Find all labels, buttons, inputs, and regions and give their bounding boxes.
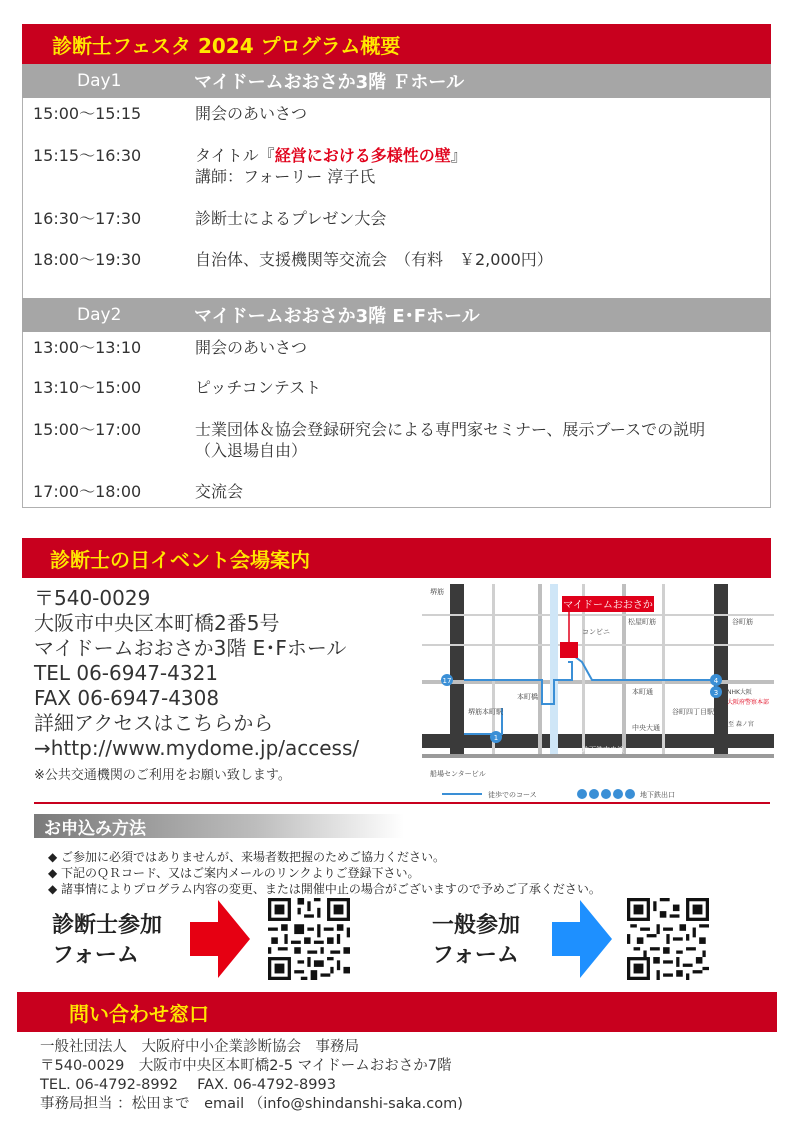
program-title: 診断士フェスタ 2024 プログラム概要 [22,24,771,64]
title-prefix: タイトル『 [195,146,275,165]
map-label-semba: 船場センタービル [430,770,486,778]
general-form-label [432,910,520,970]
form2-line1: 一般参加 [432,912,521,938]
schedule-desc-title [195,145,760,166]
contact-phone: TEL. 06-4792-8992 FAX. 06-4792-8993 [40,1077,336,1093]
map-label-station: 堺筋本町駅 [468,708,503,716]
map-exit-1: 1 [493,734,499,742]
day1-header [22,64,771,98]
apply-bullet: ◆ ご参加に必須ではありませんが、来場者数把握のためご協力ください。 [48,850,446,864]
schedule-lecturer: 講師：フォーリー 淳子氏 [195,167,376,186]
schedule-time: 18:00～19:30 [33,250,142,269]
map-exit-4: 4 [713,677,719,685]
map-label-matsuyamachi: 松屋町筋 [628,618,656,626]
contact-org: 一般社団法人 大阪府中小企業診断協会 事務局 [40,1039,359,1055]
venue-title: 診断士の日イベント会場案内 [22,538,771,578]
access-link[interactable]: →http://www.mydome.jp/access/ [34,736,360,760]
apply-bullet: ◆ 諸事情によりプログラム内容の変更、または開催中止の場合がございますので予めご了承ください。 [48,882,601,896]
title-suffix: 』 [450,146,467,165]
map-label-subway: 地下鉄中央線 [582,746,624,754]
divider [34,802,770,804]
map-label-police: 大阪府警察本部 [727,699,770,706]
fax: FAX 06-6947-4308 [34,686,220,710]
day2-header [22,298,771,332]
general-form-qr-code[interactable] [627,898,709,980]
schedule-time: 15:00～17:00 [33,420,142,439]
apply-bullet: ◆ 下記のＱＲコード、又はご案内メールのリンクよりご登録下さい。 [48,866,420,880]
contact-email[interactable]: 事務局担当 ：松田まで email （info@shindanshi-saka.com) [40,1096,463,1112]
map-venue-label: マイドームおおさか [563,600,653,611]
access-label: 詳細アクセスはこちらから [34,711,274,735]
schedule-desc: 開会のあいさつ [195,338,308,357]
contact-address: 〒540-0029 大阪市中央区本町橋2-5 マイドームおおさか7階 [40,1058,452,1074]
day2-venue: マイドームおおさか3階 E･Fホール [194,306,480,327]
schedule-desc: 士業団体＆協会登録研究会による専門家セミナー、展示ブースでの説明 [195,420,706,439]
schedule-time: 13:10～15:00 [33,378,142,397]
map-label-tanimachi4: 谷町四丁目駅 [672,708,714,716]
form2-line2: フォーム [432,942,519,968]
map-label-hommachibashi: 本町橋 [517,693,538,701]
map-label-convenience: コンビニ [582,628,610,636]
shindanshi-form-qr-code[interactable] [268,898,350,980]
map-road-minor [538,584,542,754]
schedule-desc: 開会のあいさつ [195,104,308,123]
schedule-desc: 自治体、支援機関等交流会 （有料 ￥2,000円） [195,250,553,269]
transport-note: ※公共交通機関のご利用をお願い致します。 [34,768,291,783]
map-exit-17: 17 [442,677,452,685]
map-walk-route-east [574,656,714,680]
day2-label: Day2 [77,305,122,325]
map-river [550,584,558,754]
map-label-tanimachi: 谷町筋 [732,618,753,626]
address-line: 大阪市中央区本町橋2番5号 [34,611,280,635]
shindanshi-form-label [52,910,162,970]
day1-venue: マイドームおおさか3階 Ｆホール [194,72,465,93]
tel: TEL 06-6947-4321 [34,661,219,685]
schedule-time: 15:15～16:30 [33,146,142,165]
form1-line2: フォーム [52,942,139,968]
apply-title: お申込み方法 [34,814,404,838]
red-arrow-icon [190,900,250,978]
schedule-desc: 診断士によるプレゼン大会 [195,209,387,228]
postal-code: 〒540-0029 [34,586,151,610]
blue-arrow-icon [552,900,612,978]
map-label-osaka-castle: 至 森ノ宮 [728,721,754,728]
map-road-tanimachi [714,584,728,754]
map-venue-marker [560,642,578,658]
seminar-title: 経営における多様性の壁 [274,146,451,165]
map-road-sakaisuji [450,584,464,754]
schedule-desc-note: （入退場自由） [195,441,308,460]
form1-line1: 診断士参加 [52,912,163,938]
map-label-hommachi: 本町通 [632,688,653,696]
map-label-nhk: NHK大阪 [727,689,752,696]
schedule-time: 17:00～18:00 [33,482,142,501]
schedule-desc: ピッチコンテスト [195,378,322,397]
day1-label: Day1 [77,71,122,91]
map-legend-exit: 地下鉄出口 [640,791,675,799]
schedule-time: 16:30～17:30 [33,209,142,228]
map-legend-walk: 徒歩でのコース [488,791,537,799]
address-building: マイドームおおさか3階 E･Fホール [34,636,347,660]
contact-title: 問い合わせ窓口 [17,992,777,1032]
venue-map [422,584,774,804]
map-label-sakaisuji: 堺筋 [430,588,444,596]
schedule-time: 13:00～13:10 [33,338,142,357]
schedule-desc: 交流会 [195,482,244,501]
map-exit-3: 3 [713,689,719,697]
schedule-time: 15:00～15:15 [33,104,142,123]
map-label-chuo: 中央大通 [632,724,660,732]
